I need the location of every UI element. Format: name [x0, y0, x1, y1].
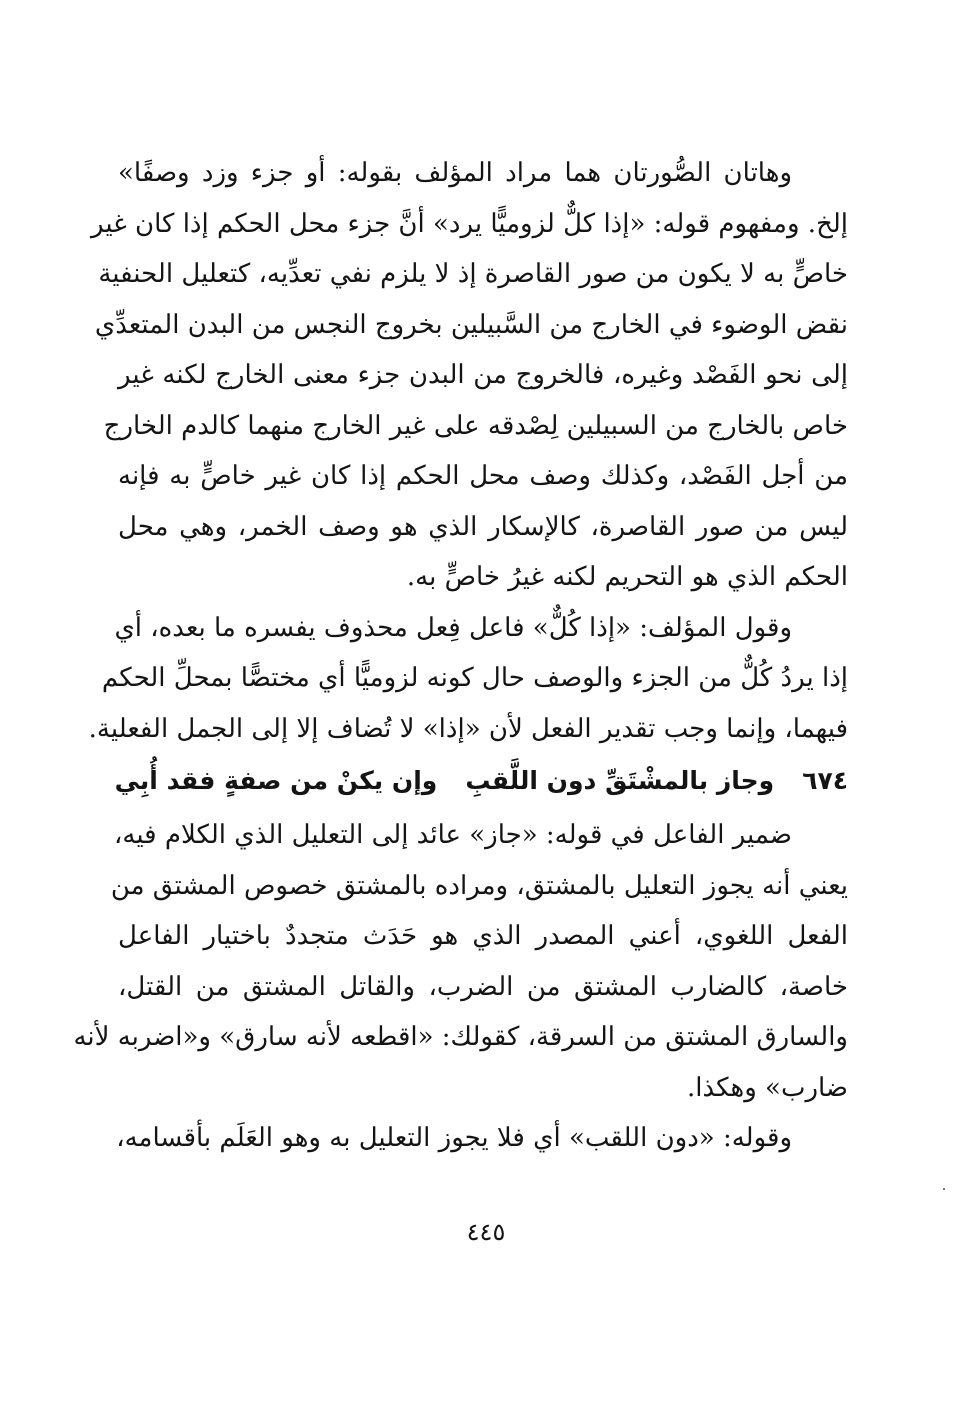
- text-line: يعني أنه يجوز التعليل بالمشتق، ومراده بالمشتق خصوص المشتق من: [110, 870, 848, 901]
- page-body: [73, 148, 848, 1164]
- text-line: من أجل الفَصْد، وكذلك وصف محل الحكم إذا كان غير خاصٍّ به فإنه: [118, 461, 848, 491]
- text-line: وقوله: «دون اللقب» أي فلا يجوز التعليل به وهو العَلَم بأقسامه،: [116, 1123, 792, 1153]
- text-line: إلخ. ومفهوم قوله: «إذا كلٌّ لزوميًّا يرد» أنَّ جزء محل الحكم إذا كان غير: [90, 208, 848, 239]
- text-line: الحكم الذي هو التحريم لكنه غيرُ خاصٍّ به.: [406, 562, 848, 592]
- text-line: الفعل اللغوي، أعني المصدر الذي هو حَدَث متجددٌ باختيار الفاعل: [118, 921, 848, 951]
- text-line: ليس من صور القاصرة، كالإسكار الذي هو وصف الخمر، وهي محل: [118, 511, 848, 542]
- text-line: ضمير الفاعل في قوله: «جاز» عائد إلى التعليل الذي الكلام فيه،: [114, 820, 792, 850]
- text-line: خاصة، كالضارب المشتق من الضرب، والقاتل المشتق من القتل،: [118, 971, 848, 1002]
- text-line: خاصٍّ به لا يكون من صور القاصرة إذ لا يلزم نفي تعدِّيه، كتعليل الحنفية: [98, 259, 848, 289]
- text-line: إلى نحو الفَصْد وغيره، فالخروج من البدن جزء معنى الخارج لكنه غير: [118, 360, 848, 390]
- text-line: والسارق المشتق من السرقة، كقولك: «اقطعه لأنه سارق» و«اضربه لأنه: [73, 1022, 848, 1052]
- text-line: ضارب» وهكذا.: [687, 1072, 848, 1103]
- paragraph-4: [118, 1113, 848, 1164]
- text-line: فيهما، وإنما وجب تقدير الفعل لأن «إذا» لا تُضاف إلا إلى الجمل الفعلية.: [88, 713, 848, 744]
- text-line: وقول المؤلف: «إذا كُلٌّ» فاعل فِعل محذوف يفسره ما بعده، أي: [114, 612, 792, 643]
- paragraph-3: [73, 810, 848, 1113]
- text-line: نقض الوضوء في الخارج من السَّبيلين بخروج النجس من البدن المتعدِّي: [94, 309, 848, 340]
- paragraph-2: [88, 603, 848, 755]
- paragraph-1: [90, 148, 848, 603]
- verse-line: [114, 756, 848, 806]
- verse-hemistich-first: وجاز بالمشْتَقِّ دون اللَّقبِ: [465, 766, 775, 795]
- text-line: وهاتان الصُّورتان هما مراد المؤلف بقوله: أو جزء وزد وصفًا»: [118, 158, 792, 188]
- text-line: خاص بالخارج من السبيلين لِصْدقه على غير الخارج منهما كالدم الخارج: [103, 410, 848, 441]
- scan-speck: [943, 1188, 945, 1190]
- page-number: ٤٤٥: [466, 1218, 506, 1246]
- verse-hemistich-second: وإن يكنْ من صفةٍ فقد أُبِي: [114, 766, 438, 795]
- verse-number: ٦٧٤: [802, 766, 848, 795]
- text-line: إذا يردُ كُلٌّ من الجزء والوصف حال كونه لزوميًّا أي مختصًّا بمحلِّ الحكم: [101, 663, 848, 693]
